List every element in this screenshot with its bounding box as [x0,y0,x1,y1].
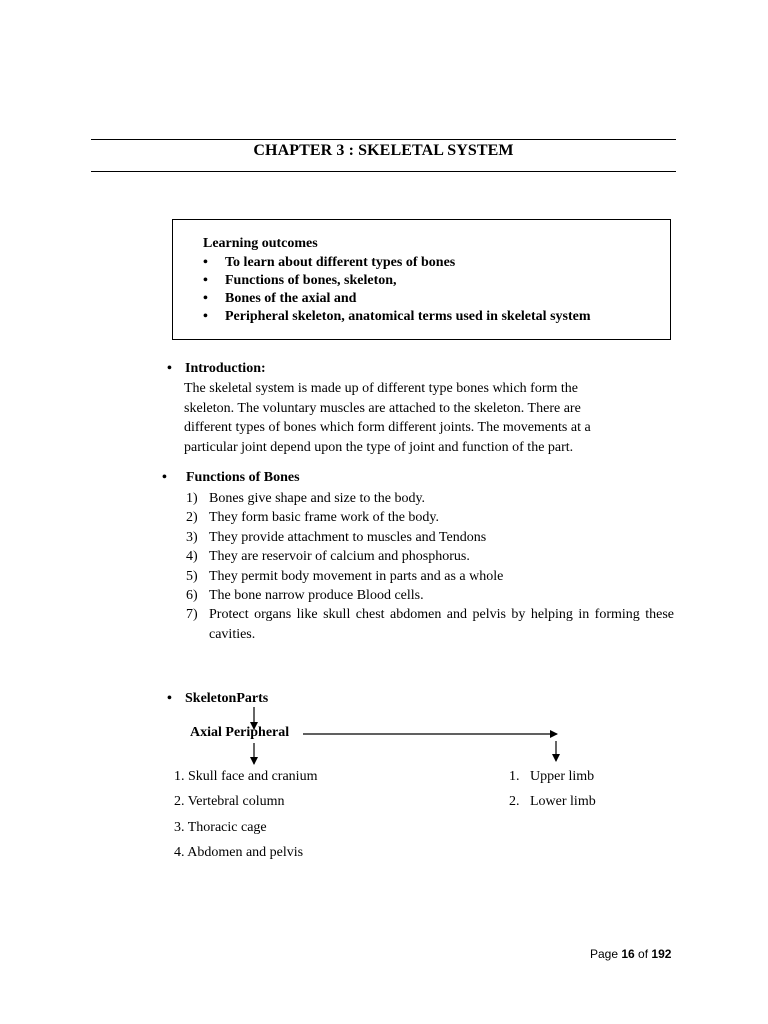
function-item [186,528,674,547]
peripheral-skeleton-list [509,764,596,815]
function-item-number: 2) [186,510,198,526]
peripheral-item [509,789,596,814]
function-item-number: 5) [186,568,198,584]
learning-outcome-item: • Bones of the axial and [203,290,591,308]
introduction-line: particular joint depend upon the type of joint and function of the part. [184,439,574,455]
function-item [186,508,674,527]
axial-peripheral-label: Axial Peripheral [190,725,290,740]
total-page-count: 192 [651,947,672,961]
bullet-icon: • [167,691,172,706]
function-item [186,547,674,566]
peripheral-item-text: Upper limb [530,769,595,784]
function-item-number: 4) [186,549,198,565]
peripheral-item-number: 2. [509,794,520,810]
skeleton-parts-heading-text: SkeletonParts [185,691,269,706]
axial-skeleton-list [174,764,317,866]
bullet-icon: • [162,470,167,485]
page-separator: of [634,947,652,961]
function-item-text: They form basic frame work of the body. [209,510,440,526]
function-item-text: They are reservoir of calcium and phosphorus. [209,549,470,565]
function-item-text: Protect organs like skull chest abdomen and pelvis by helping in forming these cavities. [209,607,674,642]
introduction-heading [167,361,266,377]
introduction-heading-text: Introduction: [185,361,266,376]
function-item-number: 7) [186,607,198,623]
learning-outcome-item: • To learn about different types of bones [203,254,591,272]
peripheral-item-number: 1. [509,769,520,784]
introduction-line: different types of bones which form different joints. The movements at a [184,420,591,436]
axial-item: 1. Skull face and cranium [174,769,318,784]
current-page-number: 16 [621,947,635,961]
bullet-icon: • [167,361,172,376]
functions-heading [162,470,300,486]
functions-heading-text: Functions of Bones [186,470,300,485]
learning-outcomes-list [203,254,591,326]
function-item-number: 3) [186,529,198,545]
function-item-number: 1) [186,491,198,506]
introduction-line: The skeletal system is made up of different type bones which form the [184,381,578,396]
learning-outcomes-box [172,219,671,340]
function-item-text: The bone narrow produce Blood cells. [209,588,424,604]
introduction-line: skeleton. The voluntary muscles are attached to the skeleton. There are [184,400,581,416]
title-top-rule [91,139,676,140]
page-prefix: Page [590,947,622,961]
function-item-text: They permit body movement in parts and as a whole [209,568,504,584]
introduction-paragraph [184,379,664,457]
function-item [186,567,674,586]
skeleton-parts-heading [167,691,268,707]
chapter-title: CHAPTER 3 : SKELETAL SYSTEM [253,142,514,159]
peripheral-item-text: Lower limb [530,794,596,810]
page-number-footer [590,947,671,961]
title-bottom-rule [91,171,676,172]
learning-outcomes-title: Learning outcomes [203,236,318,251]
functions-list [186,489,674,644]
axial-item: 3. Thoracic cage [174,819,267,835]
function-item-text: Bones give shape and size to the body. [209,491,426,506]
function-item [186,605,674,644]
function-item-number: 6) [186,588,198,604]
peripheral-item [509,764,596,789]
axial-item: 2. Vertebral column [174,794,285,810]
learning-outcome-item: • Peripheral skeleton, anatomical terms used in skeletal system [203,308,591,326]
function-item-text: They provide attachment to muscles and Tendons [209,529,487,545]
function-item [186,489,674,508]
function-item [186,586,674,605]
axial-item: 4. Abdomen and pelvis [174,845,304,861]
learning-outcome-item: • Functions of bones, skeleton, [203,272,591,290]
